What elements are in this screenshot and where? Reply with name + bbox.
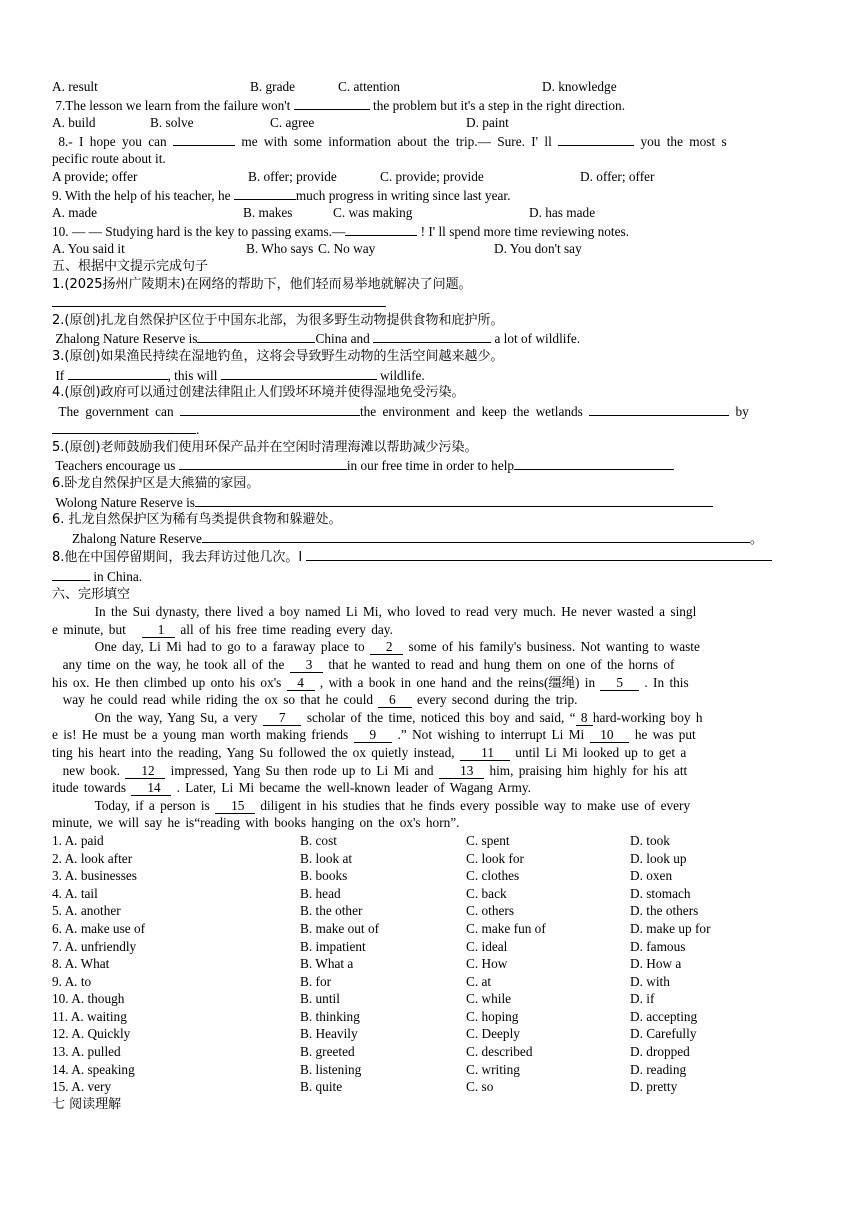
blank-label: 8: [580, 709, 588, 725]
option-c[interactable]: C. make fun of: [466, 920, 546, 936]
option-c[interactable]: C. hoping: [466, 1008, 519, 1024]
passage-text: some of his family's business. Not wanting to waste: [408, 639, 700, 655]
blank-number: [125, 763, 165, 779]
passage-line: [52, 726, 810, 744]
sentence-text: in China.: [93, 569, 143, 585]
option-d: D. offer; offer: [580, 168, 655, 184]
option-b[interactable]: B. look at: [300, 850, 353, 866]
question-text: 10. — — Studying hard is the key to passing exams.—: [52, 223, 346, 239]
option-d: D. knowledge: [542, 79, 617, 94]
passage-line: minute, we will say he is“reading with books hanging on the ox's horn”.: [52, 815, 460, 831]
blank-number: [600, 675, 639, 691]
passage-text: any time on the way, he took all of the: [62, 657, 285, 672]
section-heading: 六、完形填空: [52, 586, 131, 602]
question-text: you the most s: [640, 133, 727, 149]
blank-number: [590, 727, 630, 743]
option-a[interactable]: 2. A. look after: [52, 850, 133, 866]
sentence-6-answer: [52, 493, 810, 512]
option-d[interactable]: D. look up: [630, 850, 687, 866]
blank-number: [131, 780, 171, 796]
sentence-text: a lot of wildlife.: [494, 331, 581, 347]
option-d[interactable]: D. reading: [630, 1061, 687, 1077]
passage-text: that he wanted to read and hung them on one of the horns of: [328, 657, 675, 672]
cloze-option-row: [52, 938, 810, 956]
option-b[interactable]: B. impatient: [300, 938, 366, 954]
option-d[interactable]: D. How a: [630, 956, 682, 972]
option-d[interactable]: D. Carefully: [630, 1026, 697, 1042]
cloze-option-row: [52, 973, 810, 991]
option-b[interactable]: B. quite: [300, 1079, 343, 1095]
passage-line: [52, 709, 810, 727]
sentence-text: 。: [749, 530, 764, 546]
passage-text: impressed, Yang Su then rode up to Li Mi and: [170, 762, 434, 778]
sentence-2-prompt: 2.(原创)扎龙自然保护区位于中国东北部，为很多野生动物提供食物和庇护所。: [52, 312, 504, 328]
sentence-8-prompt: [52, 547, 810, 567]
sentence-3-answer: [52, 366, 810, 385]
question-text: the problem but it's a step in the right direction.: [373, 97, 626, 113]
cloze-option-row: [52, 850, 810, 868]
blank-number: [576, 710, 593, 726]
blank-label: 6: [389, 692, 396, 708]
option-b: B. Who says: [246, 241, 314, 257]
blank-number: [439, 763, 484, 779]
blank-label: 13: [460, 762, 474, 778]
answer-blank[interactable]: [195, 493, 713, 507]
passage-line: [52, 691, 810, 709]
cloze-option-row: [52, 1025, 810, 1043]
passage-text: On the way, Yang Su, a very: [94, 709, 258, 725]
option-b[interactable]: B. head: [300, 885, 341, 901]
blank-label: 4: [297, 674, 304, 690]
passage-line: [52, 603, 810, 621]
passage-text: his ox. He then climbed up onto his ox's: [52, 674, 282, 690]
option-b[interactable]: B. listening: [300, 1061, 362, 1077]
question-8: [52, 132, 810, 151]
passage-line: [52, 674, 810, 692]
option-d[interactable]: D. the others: [630, 903, 699, 919]
question-text: 7.The lesson we learn from the failure won't: [55, 97, 291, 113]
option-b[interactable]: B. for: [300, 973, 332, 989]
option-d[interactable]: D. if: [630, 991, 655, 1007]
option-a: A. You said it: [52, 241, 125, 257]
question-text: me with some information about the trip.— Sure. I' ll: [241, 133, 552, 149]
blank-number: [215, 798, 255, 814]
worksheet-page: [52, 78, 810, 1113]
cloze-option-row: [52, 1078, 810, 1096]
sentence-6-prompt: 6.卧龙自然保护区是大熊猫的家园。: [52, 476, 260, 492]
blank-label: 9: [369, 727, 377, 743]
option-a: A. made: [52, 205, 98, 221]
option-b[interactable]: B. cost: [300, 832, 337, 848]
option-c[interactable]: C. ideal: [466, 938, 508, 954]
sentence-text: 8.他在中国停留期间，我去拜访过他几次。I: [52, 550, 303, 566]
blank-label: 14: [147, 780, 161, 796]
blank-label: 15: [231, 797, 245, 813]
answer-blank[interactable]: [306, 547, 772, 561]
option-d[interactable]: D. with: [630, 973, 670, 989]
sentence-4-cont: [52, 420, 810, 439]
blank-number: [370, 639, 403, 655]
answer-blank[interactable]: [558, 132, 634, 146]
section-heading: 五、根据中文提示完成句子: [52, 258, 209, 274]
passage-text: . Later, Li Mi became the well-known leader of Wagang Army.: [176, 780, 532, 796]
option-c: C. attention: [338, 79, 401, 94]
option-d: D. has made: [529, 205, 596, 221]
sentence-text: China and: [315, 331, 370, 347]
cloze-option-row: [52, 1061, 810, 1079]
cloze-options-list: [52, 832, 810, 1096]
question-text: ! I' ll spend more time reviewing notes.: [420, 223, 630, 239]
cloze-option-row: [52, 885, 810, 903]
passage-text: new book.: [62, 762, 121, 778]
passage-text: hard-working boy h: [592, 709, 703, 725]
answer-blank[interactable]: [197, 329, 315, 343]
sentence-text: The government can: [58, 403, 174, 419]
sentence-5-prompt: 5.(原创)老师鼓励我们使用环保产品并在空闲时清理海滩以帮助减少污染。: [52, 439, 478, 455]
option-c: C. agree: [270, 115, 315, 131]
blank-number: [378, 692, 411, 708]
option-b: B. makes: [243, 205, 293, 221]
blank-label: 1: [157, 621, 165, 637]
option-c[interactable]: C. others: [466, 903, 515, 919]
option-a[interactable]: 5. A. another: [52, 903, 121, 919]
sentence-text: Teachers encourage us: [55, 458, 176, 474]
blank-label: 2: [385, 639, 393, 655]
option-a[interactable]: 4. A. tail: [52, 885, 98, 901]
passage-text: . In this: [644, 674, 689, 690]
option-d[interactable]: D. accepting: [630, 1008, 698, 1024]
option-b[interactable]: B. Heavily: [300, 1026, 358, 1042]
option-a[interactable]: 12. A. Quickly: [52, 1026, 131, 1042]
sentence-6b-prompt: 6. 扎龙自然保护区为稀有鸟类提供食物和躲避处。: [52, 512, 342, 528]
option-b[interactable]: B. thinking: [300, 1008, 360, 1024]
blank-label: 7: [278, 709, 286, 725]
option-d[interactable]: D. pretty: [630, 1079, 678, 1095]
option-b[interactable]: B. greeted: [300, 1044, 355, 1060]
answer-blank[interactable]: [52, 293, 386, 307]
passage-text: him, praising him highly for his att: [489, 762, 688, 778]
option-d[interactable]: D. took: [630, 832, 670, 848]
option-b: B. grade: [250, 79, 296, 94]
option-c: C. No way: [318, 241, 376, 257]
option-b[interactable]: B. the other: [300, 903, 363, 919]
option-a[interactable]: 11. A. waiting: [52, 1008, 127, 1024]
answer-blank[interactable]: [589, 402, 729, 416]
passage-text: In the Sui dynasty, there lived a boy named Li Mi, who loved to read very much. He never wasted a singl: [94, 604, 697, 620]
blank-number: [354, 727, 393, 743]
option-c[interactable]: C. How: [466, 956, 508, 972]
sentence-text: by: [735, 403, 749, 419]
sentence-text: .: [196, 422, 200, 438]
sentence-text: wildlife.: [380, 367, 425, 383]
option-b[interactable]: B. until: [300, 991, 340, 1007]
question-text: 8.- I hope you can: [58, 133, 167, 149]
option-a[interactable]: 8. A. What: [52, 956, 110, 972]
passage-text: e is! He must be a young man worth making friends: [52, 727, 349, 743]
cloze-option-row: [52, 1043, 810, 1061]
option-a: A. build: [52, 115, 96, 131]
option-c[interactable]: C. writing: [466, 1061, 520, 1077]
q6-options: [52, 78, 810, 96]
cloze-option-row: [52, 832, 810, 850]
option-b[interactable]: B. make out of: [300, 920, 380, 936]
cloze-option-row: [52, 990, 810, 1008]
question-9: [52, 186, 810, 205]
q7-options: [52, 114, 810, 132]
cloze-option-row: [52, 920, 810, 938]
sentence-text: in our free time in order to help: [346, 458, 515, 474]
blank-label: 10: [600, 727, 614, 743]
sentence-8-cont: [52, 567, 810, 586]
question-7: [52, 96, 810, 115]
sentence-2-answer: [52, 329, 810, 348]
passage-line: [52, 621, 810, 639]
question-10: [52, 222, 810, 241]
option-a[interactable]: 7. A. unfriendly: [52, 938, 137, 954]
option-b: B. solve: [150, 115, 194, 131]
option-c[interactable]: C. while: [466, 991, 512, 1007]
answer-blank[interactable]: [68, 366, 168, 380]
q9-options: [52, 204, 810, 222]
option-a[interactable]: 15. A. very: [52, 1079, 112, 1095]
answer-blank[interactable]: [173, 132, 235, 146]
cloze-option-row: [52, 867, 810, 885]
answer-blank[interactable]: [514, 456, 674, 470]
option-c: C. provide; provide: [380, 168, 484, 184]
passage-line: [52, 797, 810, 815]
option-d[interactable]: D. oxen: [630, 868, 673, 884]
answer-blank[interactable]: [234, 186, 296, 200]
answer-blank[interactable]: [52, 567, 90, 581]
blank-label: 11: [481, 744, 494, 760]
answer-blank[interactable]: [221, 366, 377, 380]
answer-blank[interactable]: [179, 456, 347, 470]
blank-number: [290, 657, 323, 673]
option-a[interactable]: 14. A. speaking: [52, 1061, 135, 1077]
option-c[interactable]: C. so: [466, 1079, 494, 1095]
question-text: 9. With the help of his teacher, he: [52, 187, 231, 203]
blank-number: [460, 745, 510, 761]
option-b[interactable]: B. What a: [300, 956, 354, 972]
section-heading: 七 阅读理解: [52, 1096, 122, 1112]
question-text: much progress in writing since last year.: [295, 187, 511, 203]
option-d[interactable]: D. make up for: [630, 920, 711, 936]
answer-blank[interactable]: [202, 529, 750, 543]
option-a[interactable]: 3. A. businesses: [52, 868, 137, 884]
passage-line: [52, 638, 810, 656]
answer-blank[interactable]: [294, 96, 370, 110]
option-b[interactable]: B. books: [300, 868, 348, 884]
passage-text: e minute, but: [52, 621, 126, 637]
sentence-4-prompt: 4.(原创)政府可以通过创建法律阻止人们毁坏环境并使得湿地免受污染。: [52, 385, 465, 401]
q8-options: [52, 168, 810, 186]
passage-text: ting his heart into the reading, Yang Su followed the ox quietly instead,: [52, 744, 455, 760]
passage-text: One day, Li Mi had to go to a faraway place to: [94, 639, 365, 655]
passage-text: .” Not wishing to interrupt Li Mi: [397, 727, 585, 743]
passage-text: scholar of the time, noticed this boy and said, “: [306, 709, 576, 725]
sentence-6b-answer: [52, 529, 810, 548]
sentence-text: Zhalong Nature Reserve: [71, 530, 202, 546]
question-8-cont: pecific route about it.: [52, 151, 166, 167]
passage-text: he was put: [634, 727, 696, 743]
sentence-text: Zhalong Nature Reserve is: [55, 331, 198, 347]
passage-line: [52, 656, 810, 674]
blank-number: [263, 710, 302, 726]
passage-text: diligent in his studies that he finds every possible way to make use of every: [260, 797, 691, 813]
option-d[interactable]: D. stomach: [630, 885, 691, 901]
option-d[interactable]: D. dropped: [630, 1044, 690, 1060]
option-a[interactable]: 1. A. paid: [52, 832, 104, 848]
cloze-option-row: [52, 902, 810, 920]
sentence-4-answer: [52, 402, 810, 421]
cloze-option-row: [52, 955, 810, 973]
option-c[interactable]: C. clothes: [466, 868, 520, 884]
passage-text: itude towards: [52, 780, 127, 796]
sentence-text: If: [55, 367, 65, 383]
option-a[interactable]: 6. A. make use of: [52, 920, 146, 936]
option-a[interactable]: 9. A. to: [52, 973, 92, 989]
sentence-1-prompt: 1.(2025扬州广陵期末)在网络的帮助下，他们轻而易举地就解决了问题。: [52, 276, 472, 292]
answer-blank[interactable]: [373, 329, 491, 343]
blank-label: 3: [305, 657, 313, 672]
passage-line: [52, 762, 810, 780]
sentence-3-prompt: 3.(原创)如果渔民持续在湿地钓鱼，这将会导致野生动物的生活空间越来越少。: [52, 348, 504, 364]
passage-text: until Li Mi looked up to get a: [515, 744, 687, 760]
option-c[interactable]: C. Deeply: [466, 1026, 520, 1042]
passage-line: [52, 779, 810, 797]
passage-text: way he could read while riding the ox so that he could: [62, 692, 374, 708]
blank-label: 5: [616, 674, 624, 690]
answer-blank[interactable]: [52, 420, 196, 434]
option-d[interactable]: D. famous: [630, 938, 686, 954]
blank-number: [142, 622, 175, 638]
option-a: A provide; offer: [52, 168, 138, 184]
passage-text: all of his free time reading every day.: [180, 621, 393, 637]
sentence-text: Wolong Nature Reserve is: [55, 494, 195, 510]
sentence-5-answer: [52, 456, 810, 475]
option-c[interactable]: C. back: [466, 885, 507, 901]
q10-options: [52, 240, 810, 258]
sentence-text: the environment and keep the wetlands: [359, 403, 583, 419]
option-d: D. You don't say: [494, 241, 582, 257]
passage-line: [52, 744, 810, 762]
answer-blank[interactable]: [180, 402, 360, 416]
passage-text: Today, if a person is: [94, 797, 210, 813]
answer-blank[interactable]: [345, 222, 417, 236]
option-a[interactable]: 10. A. though: [52, 991, 125, 1007]
passage-text: , with a book in one hand and the reins(缰绳) in: [319, 674, 596, 690]
option-b: B. offer; provide: [248, 168, 337, 184]
sentence-1-answer: [52, 293, 810, 312]
option-c: C. was making: [333, 205, 413, 221]
option-c[interactable]: C. at: [466, 973, 492, 989]
sentence-text: , this will: [167, 367, 218, 383]
blank-label: 12: [141, 762, 155, 778]
option-c[interactable]: C. spent: [466, 832, 510, 848]
passage-text: every second during the trip.: [417, 692, 578, 708]
cloze-option-row: [52, 1008, 810, 1026]
option-a[interactable]: 13. A. pulled: [52, 1044, 121, 1060]
blank-number: [287, 675, 315, 691]
option-c[interactable]: C. described: [466, 1044, 533, 1060]
option-d: D. paint: [466, 115, 509, 131]
option-c[interactable]: C. look for: [466, 850, 524, 866]
option-a: A. result: [52, 79, 98, 94]
